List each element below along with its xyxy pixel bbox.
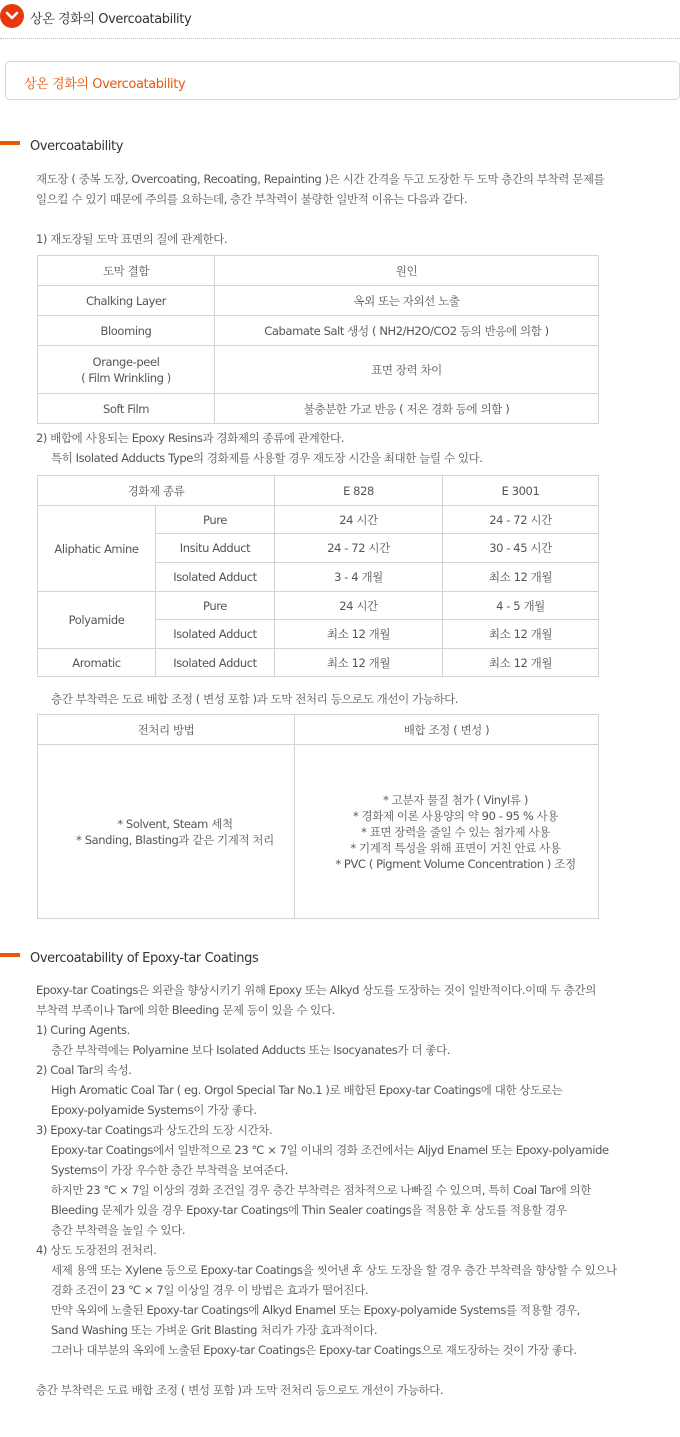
intro-line: 일으킬 수 있기 때문에 주의를 요하는데, 층간 부착력이 불량한 일반적 이유는 다음과 같다.	[36, 192, 468, 206]
page-header	[0, 0, 680, 36]
defect-table	[37, 255, 599, 424]
table-cell: 3 - 4 개월	[275, 563, 443, 592]
body-line: Sand Washing 또는 가벼운 Grit Blasting 처리가 가장 효과적이다.	[51, 1323, 378, 1337]
table-cell: 최소 12 개월	[275, 649, 443, 677]
table-cell: 불충분한 가교 반응 ( 저온 경화 등에 의함 )	[215, 394, 599, 424]
table-row	[38, 745, 599, 919]
table-row	[38, 286, 599, 316]
table-cell: 24 - 72 시간	[443, 506, 599, 534]
table-cell: Pure	[156, 506, 275, 534]
table-header-cell: 원인	[215, 256, 599, 286]
section-marker	[0, 141, 20, 145]
closing-text: 층간 부착력은 도료 배합 조정 ( 변성 포함 )과 도막 전처리 등으로도 개선이 가능하다.	[36, 1383, 444, 1397]
item-detail: 특히 Isolated Adducts Type의 경화제를 사용할 경우 재도장 시간을 최대한 늘릴 수 있다.	[51, 451, 483, 465]
table-row	[38, 394, 599, 424]
table-cell: 24 - 72 시간	[275, 534, 443, 563]
group-cell: Aromatic	[38, 649, 156, 677]
body-line: 세제 용액 또는 Xylene 등으로 Epoxy-tar Coatings을 씻어낸 후 상도 도장을 할 경우 층간 부착력을 향상할 수 있으나	[51, 1263, 617, 1277]
body-line: Systems이 가장 우수한 층간 부착력을 보여준다.	[51, 1163, 288, 1177]
item-heading: 2) 배합에 사용되는 Epoxy Resins과 경화제의 종류에 관계한다.	[36, 431, 344, 445]
section-title: Overcoatability of Epoxy-tar Coatings	[30, 951, 259, 966]
body-line: Bleeding 문제가 있을 경우 Epoxy-tar Coatings에 Thin Sealer coatings을 적용한 후 상도를 적용할 경우	[51, 1203, 567, 1217]
item-line: 4) 상도 도장전의 전처리.	[36, 1243, 157, 1257]
table-cell: 30 - 45 시간	[443, 534, 599, 563]
table-cell: 최소 12 개월	[275, 620, 443, 649]
table-row	[38, 506, 599, 534]
table-header-cell: 도막 결함	[38, 256, 215, 286]
tab-box	[5, 61, 680, 100]
table-header-cell: 경화제 종류	[38, 476, 275, 506]
header-divider	[0, 38, 680, 39]
item-heading: 1) 재도장될 도막 표면의 질에 관계한다.	[36, 232, 228, 246]
page-title: 상온 경화의 Overcoatability	[30, 12, 192, 27]
list-item: * Sanding, Blasting과 같은 기계적 처리	[76, 832, 274, 847]
table-header-cell: E 3001	[443, 476, 599, 506]
table-cell: 최소 12 개월	[443, 649, 599, 677]
table-cell: 최소 12 개월	[443, 620, 599, 649]
table-cell: Isolated Adduct	[156, 620, 275, 649]
note-text: 층간 부착력은 도료 배합 조정 ( 변성 포함 )과 도막 전처리 등으로도 개선이 가능하다.	[51, 692, 459, 706]
table-cell: 표면 장력 차이	[215, 346, 599, 394]
table-header-row	[38, 715, 599, 745]
list-item: * PVC ( Pigment Volume Concentration ) 조정	[335, 856, 576, 871]
table-cell: 옥외 또는 자외선 노출	[215, 286, 599, 316]
table-cell: 최소 12 개월	[443, 563, 599, 592]
table-header-row	[38, 476, 599, 506]
table-cell: Isolated Adduct	[156, 649, 275, 677]
table-cell: Chalking Layer	[38, 286, 215, 316]
list-item: * 고분자 물질 첨가 ( Vinyl류 )	[383, 792, 528, 807]
table-cell: 24 시간	[275, 592, 443, 620]
body-line: 층간 부착력에는 Polyamine 보다 Isolated Adducts 또는 Isocyanates가 더 좋다.	[51, 1043, 450, 1057]
hardener-table	[37, 475, 599, 677]
pretreatment-cell	[38, 745, 295, 919]
table-row	[38, 316, 599, 346]
item-line: Epoxy-tar Coatings은 외관을 향상시키기 위해 Epoxy 또는 Alkyd 상도를 도장하는 것이 일반적이다.이때 두 층간의	[36, 983, 596, 997]
table-cell: Insitu Adduct	[156, 534, 275, 563]
list-item: * 표면 장력을 줄일 수 있는 첨가제 사용	[361, 824, 550, 839]
table-header-cell: 배합 조정 ( 변성 )	[295, 715, 599, 745]
table-cell: Orange-peel ( Film Wrinkling )	[38, 346, 215, 394]
list-item: * 경화제 이론 사용양의 약 90 - 95 % 사용	[352, 808, 559, 823]
table-cell: Pure	[156, 592, 275, 620]
formulation-cell	[295, 745, 599, 919]
table-row	[38, 649, 599, 677]
body-line: 층간 부착력을 높일 수 있다.	[51, 1223, 186, 1237]
item-line: 3) Epoxy-tar Coatings과 상도간의 도장 시간차.	[36, 1123, 273, 1137]
body-line: 그러나 대부분의 옥외에 노출된 Epoxy-tar Coatings은 Epoxy-tar Coatings으로 재도장하는 것이 가장 좋다.	[51, 1343, 577, 1357]
body-line: Epoxy-polyamide Systems이 가장 좋다.	[51, 1103, 257, 1117]
table-header-cell: 전처리 방법	[38, 715, 295, 745]
item-line: 1) Curing Agents.	[36, 1023, 130, 1037]
group-cell: Polyamide	[38, 592, 156, 649]
list-item: * Solvent, Steam 세척	[117, 816, 233, 831]
table-cell: Cabamate Salt 생성 ( NH2/H2O/CO2 등의 반응에 의함 )	[215, 316, 599, 346]
list-item: * 기계적 특성을 위해 표면이 거친 안료 사용	[350, 840, 561, 855]
treatment-table	[37, 714, 599, 919]
chevron-down-icon[interactable]	[0, 4, 24, 28]
intro-line: 재도장 ( 중복 도장, Overcoating, Recoating, Repainting )은 시간 간격을 두고 도장한 두 도막 층간의 부착력 문제를	[36, 172, 605, 186]
table-cell: 24 시간	[275, 506, 443, 534]
item-line: 부착력 부족이나 Tar에 의한 Bleeding 문제 등이 있을 수 있다.	[36, 1003, 335, 1017]
body-line: 하지만 23 ℃ × 7일 이상의 경화 조건일 경우 층간 부착력은 점차적으로 나빠질 수 있으며, 특히 Coal Tar에 의한	[51, 1183, 591, 1197]
section-marker	[0, 953, 20, 957]
table-cell: Soft Film	[38, 394, 215, 424]
body-line: 경화 조건이 23 ℃ × 7일 이상일 경우 이 방법은 효과가 떨어진다.	[51, 1283, 369, 1297]
table-cell: Blooming	[38, 316, 215, 346]
section-title: Overcoatability	[30, 139, 123, 154]
table-cell: 4 - 5 개월	[443, 592, 599, 620]
table-cell: Isolated Adduct	[156, 563, 275, 592]
table-header-row	[38, 256, 599, 286]
table-row	[38, 346, 599, 394]
item-line: 2) Coal Tar의 속성.	[36, 1063, 132, 1077]
tab-title[interactable]: 상온 경화의 Overcoatability	[24, 77, 186, 92]
table-row	[38, 592, 599, 620]
table-header-cell: E 828	[275, 476, 443, 506]
body-line: Epoxy-tar Coatings에서 일반적으로 23 ℃ × 7일 이내의 경화 조건에서는 Aljyd Enamel 또는 Epoxy-polyamide	[51, 1143, 609, 1157]
body-line: 만약 옥외에 노출된 Epoxy-tar Coatings에 Alkyd Enamel 또는 Epoxy-polyamide Systems를 적용할 경우,	[51, 1303, 580, 1317]
group-cell: Aliphatic Amine	[38, 506, 156, 592]
body-line: High Aromatic Coal Tar ( eg. Orgol Special Tar No.1 )로 배합된 Epoxy-tar Coatings에 대한 상도로는	[51, 1083, 563, 1097]
